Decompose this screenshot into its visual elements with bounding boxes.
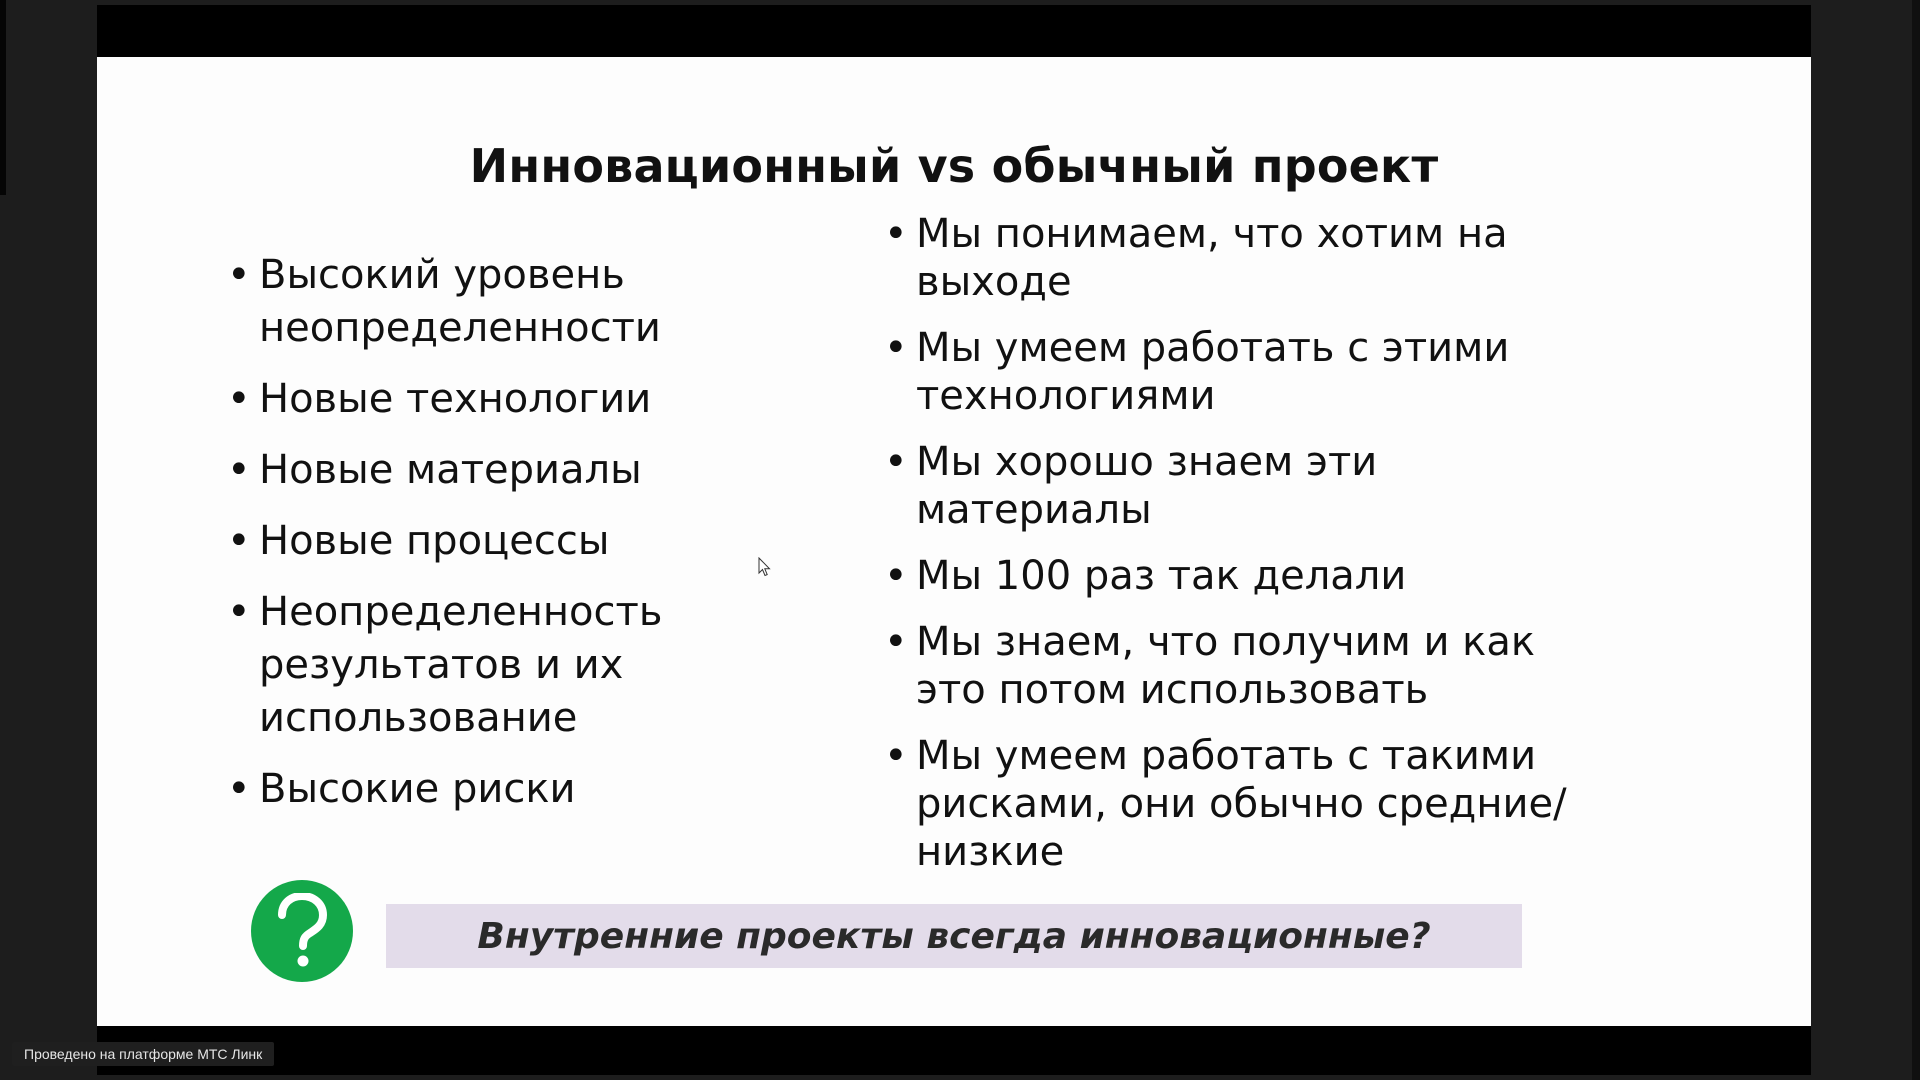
list-item-text: Высокие риски [259, 766, 576, 812]
bullet-icon: • [227, 252, 251, 298]
presentation-slide [97, 57, 1811, 1026]
list-item [884, 438, 1604, 534]
list-item-text: Новые процессы [259, 518, 610, 564]
bullet-icon: • [884, 619, 908, 665]
regular-project-list [884, 210, 1604, 894]
list-item-text: Мы знаем, что получим и как это потом использовать [916, 619, 1536, 713]
list-item-text: Мы 100 раз так делали [916, 553, 1407, 599]
question-callout [386, 904, 1522, 968]
list-item [884, 552, 1604, 600]
list-item-text: Неопределенность результатов и их использование [259, 589, 663, 741]
list-item-text: Мы умеем работать с этими технологиями [916, 325, 1510, 419]
bullet-icon: • [227, 447, 251, 493]
bullet-icon: • [227, 766, 251, 812]
innovative-project-list [227, 249, 787, 834]
list-item [884, 210, 1604, 306]
list-item [884, 618, 1604, 714]
bullet-icon: • [884, 733, 908, 779]
list-item-text: Новые технологии [259, 376, 652, 422]
bullet-icon: • [227, 518, 251, 564]
list-item [227, 763, 787, 816]
right-panel-edge [1912, 0, 1920, 1080]
slide-title: Инновационный vs обычный проект [469, 139, 1439, 193]
bullet-icon: • [884, 439, 908, 485]
bullet-icon: • [227, 376, 251, 422]
list-item [884, 732, 1604, 876]
list-item [884, 324, 1604, 420]
list-item-text: Мы умеем работать с такими рисками, они обычно средние/низкие [916, 733, 1567, 875]
list-item [227, 249, 787, 355]
list-item [227, 444, 787, 497]
list-item-text: Новые материалы [259, 447, 642, 493]
platform-watermark: Проведено на платформе МТС Линк [12, 1042, 274, 1066]
bullet-icon: • [884, 553, 908, 599]
mouse-pointer-icon [758, 557, 771, 582]
bullet-icon: • [884, 325, 908, 371]
bullet-icon: • [227, 589, 251, 635]
list-item-text: Высокий уровень неопределенности [259, 252, 661, 351]
callout-text: Внутренние проекты всегда инновационные? [477, 915, 1431, 957]
presentation-frame [97, 5, 1811, 1075]
bullet-icon: • [884, 211, 908, 257]
question-mark-icon [251, 880, 353, 982]
list-item [227, 515, 787, 568]
list-item [227, 373, 787, 426]
list-item [227, 586, 787, 745]
list-item-text: Мы хорошо знаем эти материалы [916, 439, 1378, 533]
question-mark-glyph [272, 893, 332, 969]
left-panel-edge [0, 0, 6, 195]
list-item-text: Мы понимаем, что хотим на выходе [916, 211, 1508, 305]
